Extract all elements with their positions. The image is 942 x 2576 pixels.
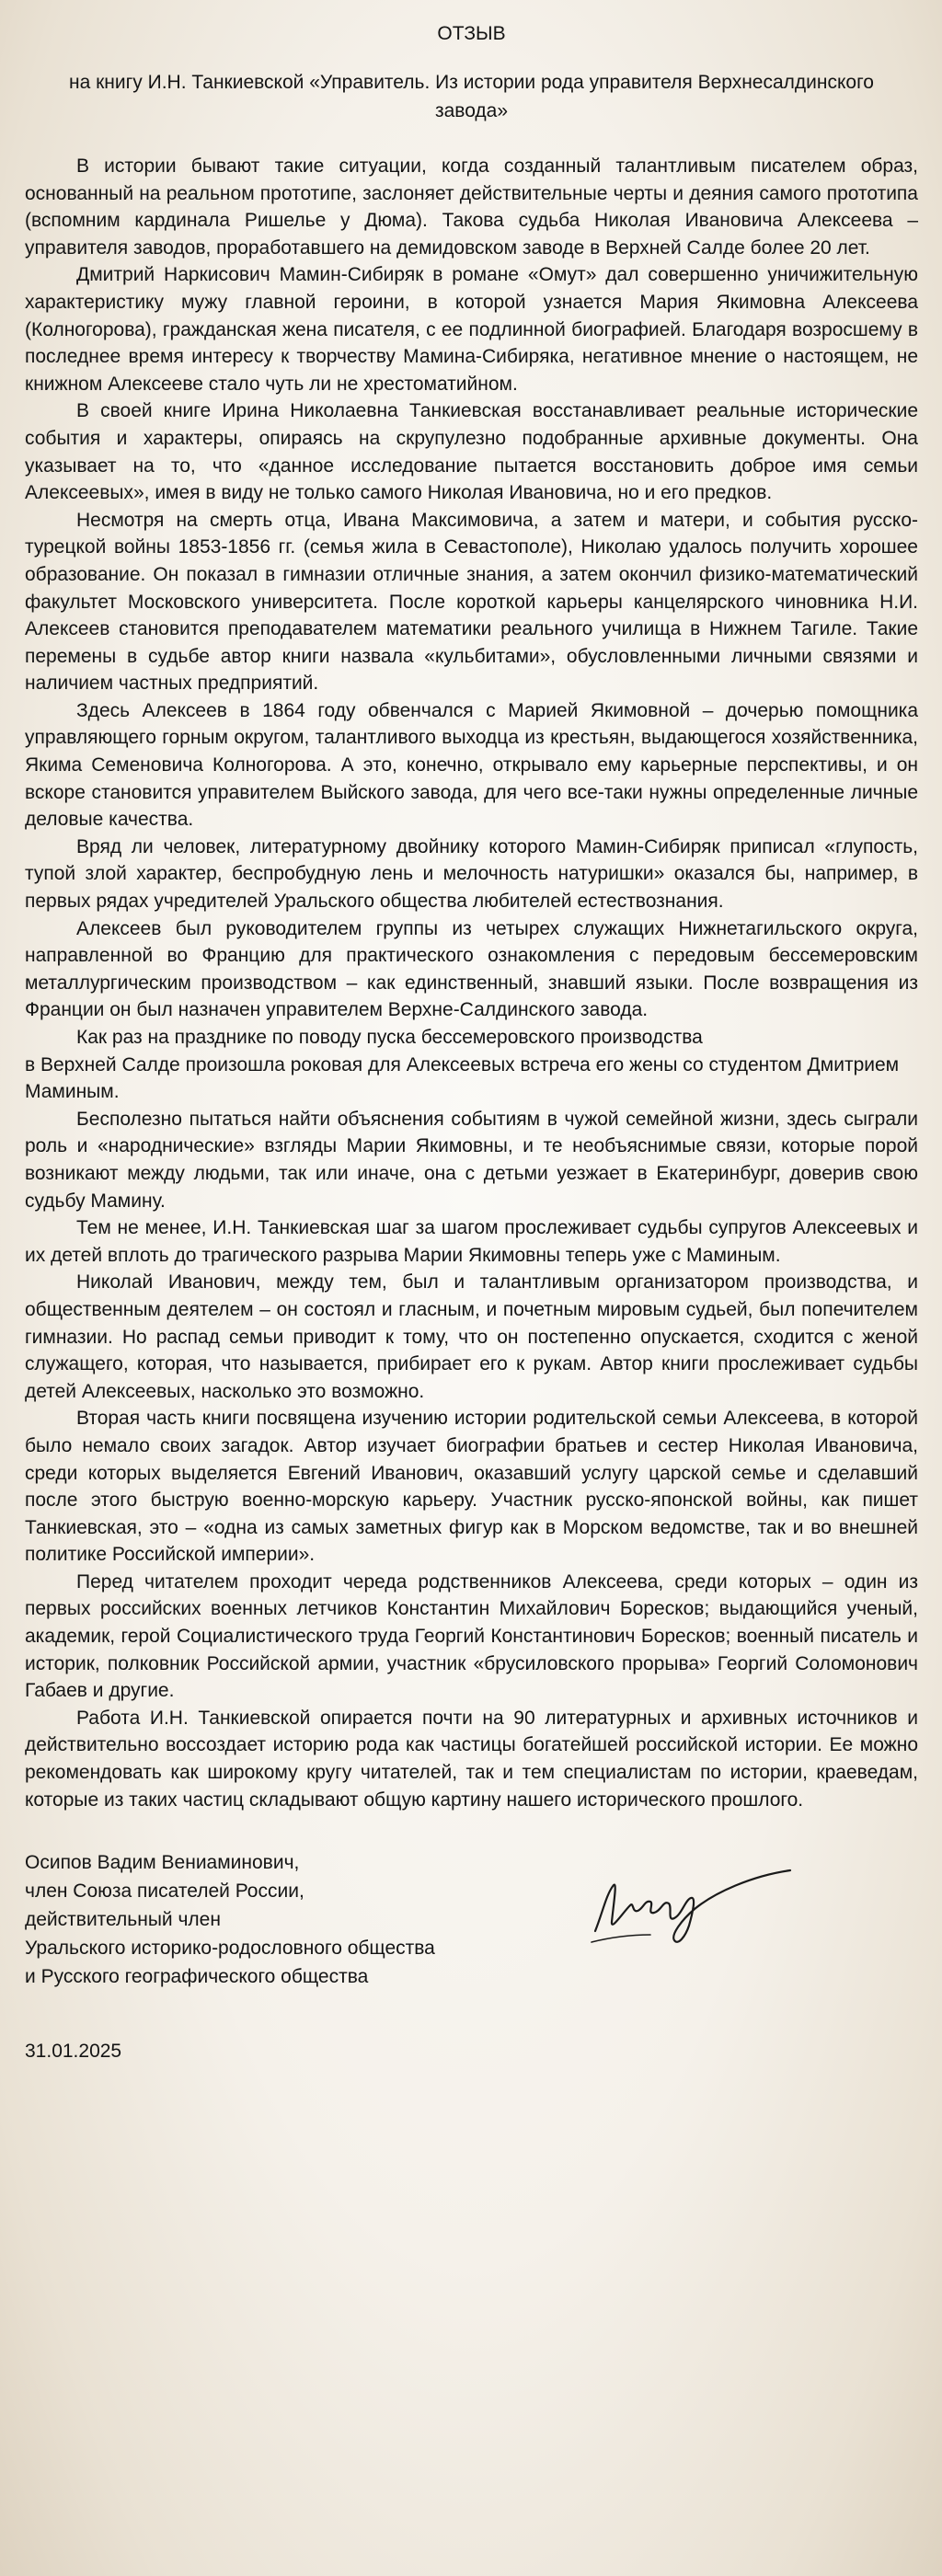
handwritten-signature	[586, 1857, 798, 1959]
document-subtitle: на книгу И.Н. Танкиевской «Управитель. Из истории рода управителя Верхнесалдинского завода»	[69, 72, 874, 121]
author-line: и Русского географического общества	[25, 1966, 369, 1988]
paragraph: Дмитрий Наркисович Мамин-Сибиряк в романе «Омут» дал совершенно уничижительную характеристику мужу главной героини, в которой узнается Мария Якимовна Алексеева (Колногорова), гражданская жена писателя, с ее подлинной биографией. Благодаря возросшему в последнее время интересу к творчеству Мамина-Сибиряка, негативное мнение о настоящем, не книжном Алексееве стало чуть ли не хрестоматийном.	[25, 264, 918, 395]
paragraph: Николай Иванович, между тем, был и талантливым организатором производства, и общественным деятелем – он состоял и гласным, и почетным мировым судьей, был попечителем гимназии. Но распад семьи приводит к тому, что он постепенно опускается, сходится с женой служащего, которая, что называется, прибирает его к рукам. Автор книги прослеживает судьбы детей Алексеевых, насколько это возможно.	[25, 1271, 918, 1402]
document-title: ОТЗЫВ	[437, 23, 506, 44]
author-name: Осипов Вадим Вениаминович,	[25, 1852, 300, 1874]
author-line: Уральского историко-родословного общества	[25, 1938, 435, 1960]
review-body	[25, 153, 918, 1813]
paragraph: Перед читателем проходит череда родственников Алексеева, среди которых – один из первых российских военных летчиков Константин Михайлович Боресков; выдающийся ученый, академик, герой Социалистического труда Георгий Константинович Боресков; военный писатель и историк, полковник Российской армии, участник «брусиловского прорыва» Георгий Соломонович Габаев и другие.	[25, 1570, 918, 1702]
author-line: член Союза писателей России,	[25, 1880, 304, 1903]
paragraph: Тем не менее, И.Н. Танкиевская шаг за шагом прослеживает судьбы супругов Алексеевых и их детей вплоть до трагического разрыва Марии Якимовны теперь уже с Маминым.	[25, 1217, 918, 1266]
paragraph: Вторая часть книги посвящена изучению истории родительской семьи Алексеева, в которой было немало своих загадок. Автор изучает биографии братьев и сестер Николая Ивановича, среди которых выделяется Евгений Иванович, оказавший услугу царской семье и сделавший после этого быструю военно-морскую карьеру. Участник русско-японской войны, как пишет Танкиевская, это – «одна из самых заметных фигур как в Морском ведомстве, так и во внешней политике Российской империи».	[25, 1408, 918, 1566]
signature-block	[25, 1848, 918, 2078]
paragraph: Алексеев был руководителем группы из четырех служащих Нижнетагильского округа, направленной во Францию для практического ознакомления с передовым бессемеровским металлургическим производством – как единственный, знавший языки. После возвращения из Франции он был назначен управителем Верхне-Салдинского завода.	[25, 917, 918, 1021]
author-line: действительный член	[25, 1909, 221, 1931]
paragraph: Вряд ли человек, литературному двойнику которого Мамин-Сибиряк приписал «глупость, тупой злой характер, беспробудную лень и мелочность натуришки» оказался бы, например, в первых рядах учредителей Уральского общества любителей естествознания.	[25, 835, 918, 913]
paragraph: в Верхней Салде произошла роковая для Алексеевых встреча его жены со студентом Дмитрием Маминым.	[25, 1053, 900, 1103]
paragraph: Бесполезно пытаться найти объяснения событиям в чужой семейной жизни, здесь сыграли роль и «народнические» взгляды Марии Якимовны, и те необъяснимые связи, которые порой возникают между людьми, так или иначе, она с детьми уезжает в Екатеринбург, доверив свою судьбу Мамину.	[25, 1108, 918, 1212]
paragraph: Здесь Алексеев в 1864 году обвенчался с Марией Якимовной – дочерью помощника управляющего горным округом, талантливого выходца из крестьян, выдающегося хозяйственника, Якима Семеновича Колногорова. А это, конечно, открывало ему карьерные перспективы, и он вскоре становится управителем Выйского завода, для чего все-таки нужны определенные личные деловые качества.	[25, 699, 918, 831]
paragraph: В своей книге Ирина Николаевна Танкиевская восстанавливает реальные исторические события и характеры, опираясь на скрупулезно подобранные архивные документы. Она указывает на то, что «данное исследование пытается восстановить доброе имя семьи Алексеевых», имея в виду не только самого Николая Ивановича, но и его предков.	[25, 400, 918, 504]
paragraph: Несмотря на смерть отца, Ивана Максимовича, а затем и матери, и события русско-турецкой войны 1853-1856 гг. (семья жила в Севастополе), Николаю удалось получить хорошее образование. Он показал в гимназии отличные знания, а затем окончил физико-математический факультет Московского университета. После короткой карьеры канцелярского чиновника Н.И. Алексеев становится преподавателем математики реального училища в Нижнем Тагиле. Такие перемены в судьбе автор книги назвала «кульбитами», обусловленными личными связями и наличием частных предприятий.	[25, 509, 918, 695]
paragraph: В истории бывают такие ситуации, когда созданный талантливым писателем образ, основанный на реальном прототипе, заслоняет действительные черты и деяния самого прототипа (вспомним кардинала Ришелье у Дюма). Такова судьба Николая Ивановича Алексеева – управителя заводов, проработавшего на демидовском заводе в Верхней Салде более 20 лет.	[25, 155, 918, 259]
paragraph: Работа И.Н. Танкиевской опирается почти на 90 литературных и архивных источников и действительно воссоздает историю рода как частицы богатейшей российской истории. Ее можно рекомендовать как широкому кругу читателей, так и тем специалистам по истории, краеведам, которые из таких частиц складывают общую картину нашего исторического прошлого.	[25, 1707, 918, 1811]
document-date: 31.01.2025	[25, 2041, 122, 2063]
paragraph: Как раз на празднике по поводу пуска бессемеровского производства	[76, 1027, 703, 1048]
